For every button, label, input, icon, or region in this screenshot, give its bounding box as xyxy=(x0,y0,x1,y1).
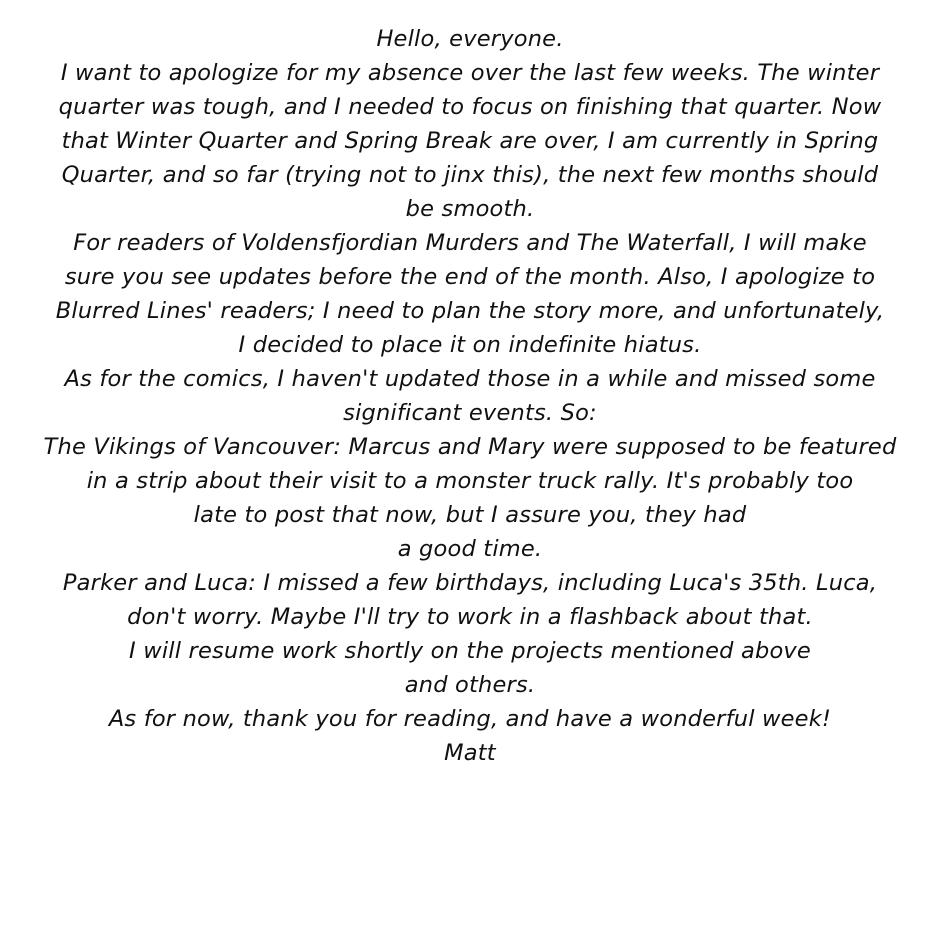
letter-line: As for now, thank you for reading, and have a wonderful week! xyxy=(108,706,832,732)
letter-line: that Winter Quarter and Spring Break are over, I am currently in Spring xyxy=(61,128,879,154)
letter-line: Quarter, and so far (trying not to jinx this), the next few months should xyxy=(61,162,879,188)
letter-line: don't worry. Maybe I'll try to work in a flashback about that. xyxy=(127,604,813,630)
letter-line: a good time. xyxy=(397,536,543,562)
letter-line: and others. xyxy=(404,672,536,698)
letter-line: The Vikings of Vancouver: Marcus and Mary were supposed to be featured xyxy=(43,434,897,460)
letter-line: As for the comics, I haven't updated those in a while and missed some xyxy=(64,366,876,392)
letter-line: quarter was tough, and I needed to focus on finishing that quarter. Now xyxy=(58,94,882,120)
letter-line: For readers of Voldensfjordian Murders and The Waterfall, I will make xyxy=(73,230,867,256)
greeting-line: Hello, everyone. xyxy=(376,26,564,52)
letter-line: significant events. So: xyxy=(343,400,597,426)
letter-line: Blurred Lines' readers; I need to plan the story more, and unfortunately, xyxy=(55,298,885,324)
letter-line: Parker and Luca: I missed a few birthdays, including Luca's 35th. Luca, xyxy=(62,570,878,596)
letter-line: I want to apologize for my absence over the last few weeks. The winter xyxy=(60,60,880,86)
letter-line: late to post that now, but I assure you, they had xyxy=(193,502,747,528)
letter-line: sure you see updates before the end of the month. Also, I apologize to xyxy=(64,264,876,290)
letter-body xyxy=(0,22,940,770)
letter-line: in a strip about their visit to a monster truck rally. It's probably too xyxy=(86,468,854,494)
letter-line: be smooth. xyxy=(405,196,535,222)
letter-line: I will resume work shortly on the projects mentioned above xyxy=(129,638,811,664)
signature: Matt xyxy=(444,740,496,766)
letter-line: I decided to place it on indefinite hiatus. xyxy=(238,332,702,358)
